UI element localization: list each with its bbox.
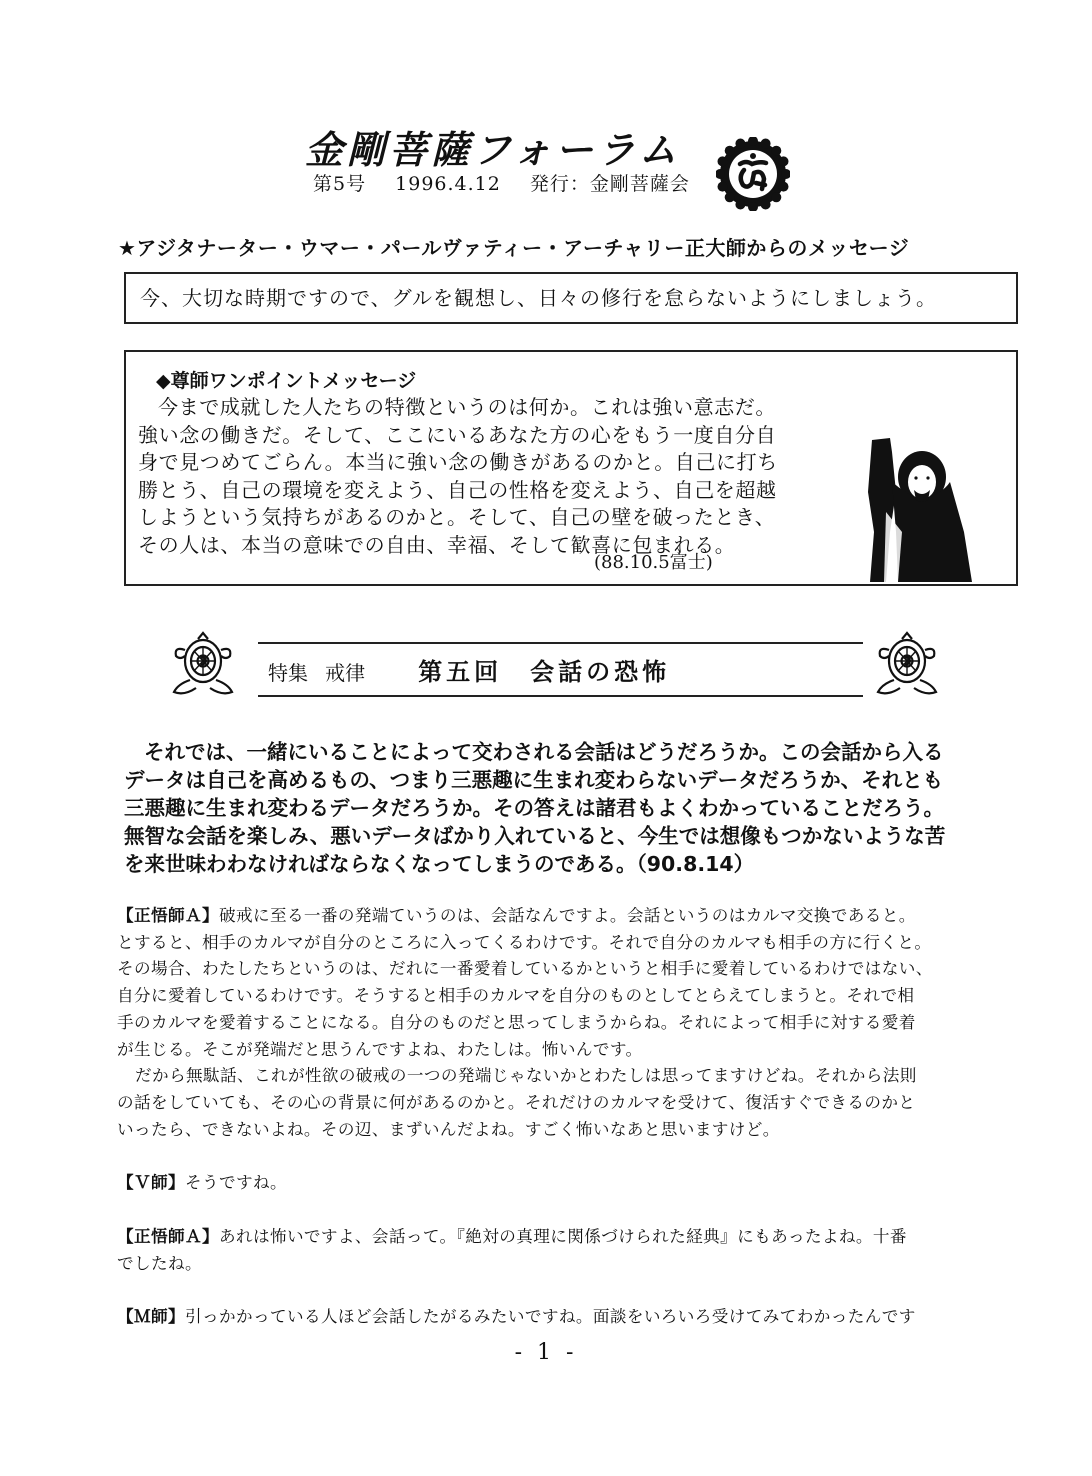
feature-title	[268, 652, 670, 687]
message-text: 今、大切な時期ですので、グルを観想し、日々の修行を怠らないようにしましょう。	[140, 286, 937, 310]
dialog-text: とすると、相手のカルマが自分のところに入ってくるわけです。それで自分のカルマも相手の方に行くと。	[117, 932, 932, 952]
lead-line: 三悪趣に生まれ変わるデータだろうか。その答えは諸君もよくわかっていることだろう。	[124, 796, 944, 820]
guru-photo	[846, 382, 996, 582]
masthead	[305, 128, 725, 196]
dharma-wheel-icon	[168, 628, 238, 700]
onepoint-body	[138, 394, 838, 559]
issue-number: 第5号	[313, 173, 367, 195]
newsletter-title: 金剛菩薩フォーラム	[305, 128, 681, 172]
onepoint-line: 勝とう、自己の環境を変えよう、自己の性格を変えよう、自己を超越	[138, 477, 777, 502]
dialog-text: いったら、できないよね。その辺、まずいんだよね。すごく怖いなあと思いますけど。	[117, 1119, 780, 1139]
lead-paragraph	[124, 738, 1024, 878]
dialog-entry	[117, 1223, 1027, 1277]
speaker-label: 【正悟師Ａ】	[117, 905, 219, 925]
dialog-text: 破戒に至る一番の発端ていうのは、会話なんですよ。会話というのはカルマ交換であると。	[218, 906, 916, 925]
dialog-text: 引っかかっている人ほど会話したがるみたいですね。面談をいろいろ受けてみてわかったんです	[184, 1307, 916, 1327]
dialog-text: の話をしていても、その心の背景に何があるのかと。それだけのカルマを受けて、復活すぐできるのかと	[117, 1092, 916, 1112]
onepoint-line: しようという気持ちがあるのかと。そして、自己の壁を破ったとき、	[138, 505, 776, 529]
publisher: 発行：金剛菩薩会	[529, 173, 690, 195]
banner-rule-bottom	[258, 695, 863, 697]
dialog-text: が生じる。そこが発端だと思うんですよね、わたしは。怖いんです。	[117, 1039, 643, 1059]
onepoint-heading: ◆尊師ワンポイントメッセージ	[156, 370, 417, 392]
speaker-label: 【Ｖ師】	[117, 1172, 185, 1193]
onepoint-line: 強い念の働きだ。そして、ここにいるあなた方の心をもう一度自分自	[138, 422, 777, 447]
dialog-entry	[117, 1169, 1027, 1197]
dialog-text: あれは怖いですよ、会話って。『絶対の真理に関係づけられた経典』にもあったよね。十番	[218, 1227, 907, 1247]
dharma-wheel-icon	[872, 628, 942, 700]
feature-label: 戒律	[325, 661, 366, 685]
dialog-text: 自分に愛着しているわけです。そうすると相手のカルマを自分のものとしてとらえてしまうと。それで相	[117, 986, 915, 1006]
lead-line: データは自己を高めるもの、つまり三悪趣に生まれ変わらないデータだろうか、それとも	[124, 768, 944, 792]
lead-line: それでは、一緒にいることによって交わされる会話はどうだろうか。この会話から入る	[144, 740, 944, 764]
dialog-text: だから無駄話、これが性欲の破戒の一つの発端じゃないかとわたしは思ってますけどね。それから法則	[135, 1066, 917, 1086]
message-box	[124, 272, 1018, 324]
lead-line: を来世味わわなければならなくなってしまうのである。（90.8.14）	[124, 852, 755, 876]
onepoint-line: 身で見つめてごらん。本当に強い念の働きがあるのかと。自己に打ち	[138, 450, 778, 474]
dialog-entry	[117, 1303, 1027, 1331]
dialog-entry	[117, 902, 1027, 1143]
issue-date: 1996.4.12	[395, 173, 501, 195]
feature-heading: 第五回 会話の恐怖	[418, 658, 671, 686]
dialog-transcript	[117, 902, 1027, 1331]
onepoint-source: (88.10.5富士)	[594, 552, 713, 573]
dialog-text: でしたね。	[117, 1253, 202, 1273]
om-emblem-icon	[716, 137, 790, 211]
dialog-text: そうですね。	[184, 1173, 287, 1193]
lead-line: 無智な会話を楽しみ、悪いデータばかり入れていると、今生では想像もつかないような苦	[124, 824, 946, 848]
onepoint-line: その人は、本当の意味での自由、幸福、そして歓喜に包まれる。	[138, 532, 736, 557]
feature-banner	[168, 628, 928, 698]
banner-rule-top	[258, 642, 863, 644]
dialog-text: 手のカルマを愛着することになる。自分のものだと思ってしまうからね。それによって相手に対する愛着	[117, 1012, 916, 1032]
speaker-label: 【Ｍ師】	[117, 1306, 185, 1327]
page-number: - 1 -	[514, 1340, 578, 1365]
speaker-label: 【正悟師Ａ】	[117, 1226, 219, 1247]
feature-label: 特集	[268, 661, 308, 685]
dialog-text: その場合、わたしたちというのは、だれに一番愛着しているかというと相手に愛着しているわけではない、	[117, 959, 933, 979]
onepoint-line: 今まで成就した人たちの特徴というのは何か。これは強い意志だ。	[158, 395, 776, 419]
onepoint-message-box	[124, 350, 1018, 586]
message-heading: ★アジタナーター・ウマー・パールヴァティー・アーチャリー正大師からのメッセージ	[118, 236, 910, 260]
issue-info	[313, 172, 725, 196]
